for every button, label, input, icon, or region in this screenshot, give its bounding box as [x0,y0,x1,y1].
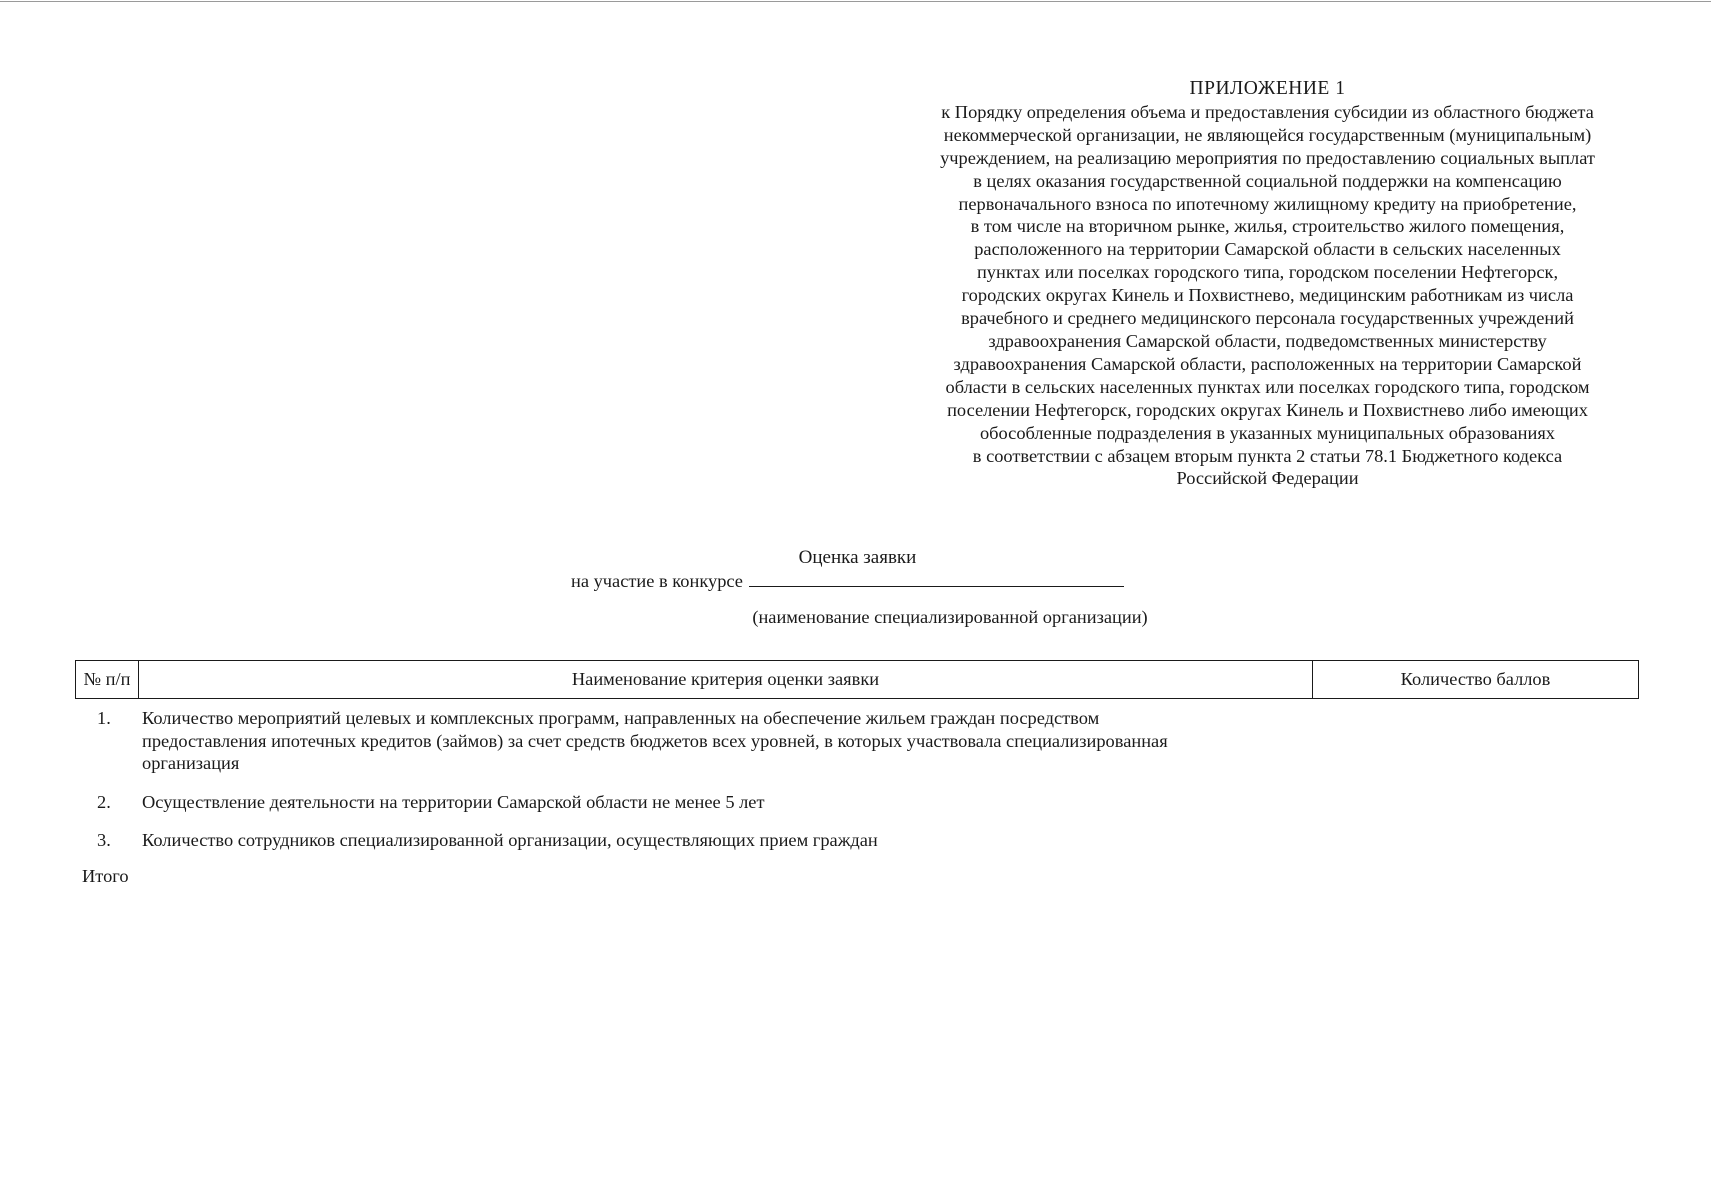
appendix-line: первоначального взноса по ипотечному жилищному кредиту на приобретение, [958,193,1577,214]
contest-label: на участие в конкурсе [571,571,743,591]
appendix-line: Российской Федерации [1176,468,1359,489]
row-criterion-line: Количество сотрудников специализированной организации, осуществляющих прием граждан [142,830,878,850]
row-criterion [142,791,1392,814]
row-criterion [142,829,1392,852]
appendix-line: к Порядку определения объема и предоставления субсидии из областного бюджета [941,101,1594,122]
organization-caption: (наименование специализированной организации) [752,607,1148,627]
appendix-line: обособленные подразделения в указанных муниципальных образованиях [979,422,1556,443]
row-number: 1. [97,708,111,728]
header-score: Количество баллов [1400,669,1551,689]
row-number: 2. [97,792,111,812]
appendix-line: врачебного и среднего медицинского персонала государственных учреждений [961,308,1574,329]
row-criterion-line: Количество мероприятий целевых и комплексных программ, направленных на обеспечение жильем граждан посредством [142,708,1100,728]
appendix-line: городских округах Кинель и Похвистнево, медицинским работникам из числа [961,285,1574,306]
header-criterion: Наименование критерия оценки заявки [139,661,1313,698]
appendix-block [880,78,1655,490]
appendix-line: в соответствии с абзацем вторым пункта 2 статьи 78.1 Бюджетного кодекса [972,445,1563,466]
appendix-line: в целях оказания государственной социальной поддержки на компенсацию [973,170,1562,191]
page-top-edge [0,1,1711,2]
row-criterion-line: предоставления ипотечных кредитов (займов) за счет средств бюджетов всех уровней, в которых участвовала специализированная [142,730,1168,751]
appendix-heading: ПРИЛОЖЕНИЕ 1 [1189,78,1346,99]
appendix-line: расположенного на территории Самарской области в сельских населенных [974,239,1561,260]
appendix-line: здравоохранения Самарской области, подведомственных министерству [988,330,1547,351]
appendix-line: здравоохранения Самарской области, расположенных на территории Самарской [953,353,1582,374]
appendix-line: в том числе на вторичном рынке, жилья, строительство жилого помещения, [970,216,1565,237]
appendix-line: пунктах или поселках городского типа, городском поселении Нефтегорск, [976,262,1559,283]
row-criterion-line: организация [142,753,240,773]
row-number: 3. [97,830,111,850]
form-title: Оценка заявки [798,547,917,568]
header-number: № п/п [76,661,139,698]
contest-line [571,571,1124,592]
organization-name-blank[interactable] [749,585,1124,587]
appendix-line: некоммерческой организации, не являющейся государственным (муниципальным) [943,124,1592,145]
appendix-line: поселении Нефтегорск, городских округах Кинель и Похвистнево либо имеющих [947,399,1588,420]
total-label: Итого [82,866,129,886]
criteria-table-header [75,660,1639,699]
row-criterion [142,707,1392,775]
appendix-line: области в сельских населенных пунктах или поселках городского типа, городском [945,376,1590,397]
appendix-line: учреждением, на реализацию мероприятия по предоставлению социальных выплат [940,147,1595,168]
row-criterion-line: Осуществление деятельности на территории Самарской области не менее 5 лет [142,792,765,812]
